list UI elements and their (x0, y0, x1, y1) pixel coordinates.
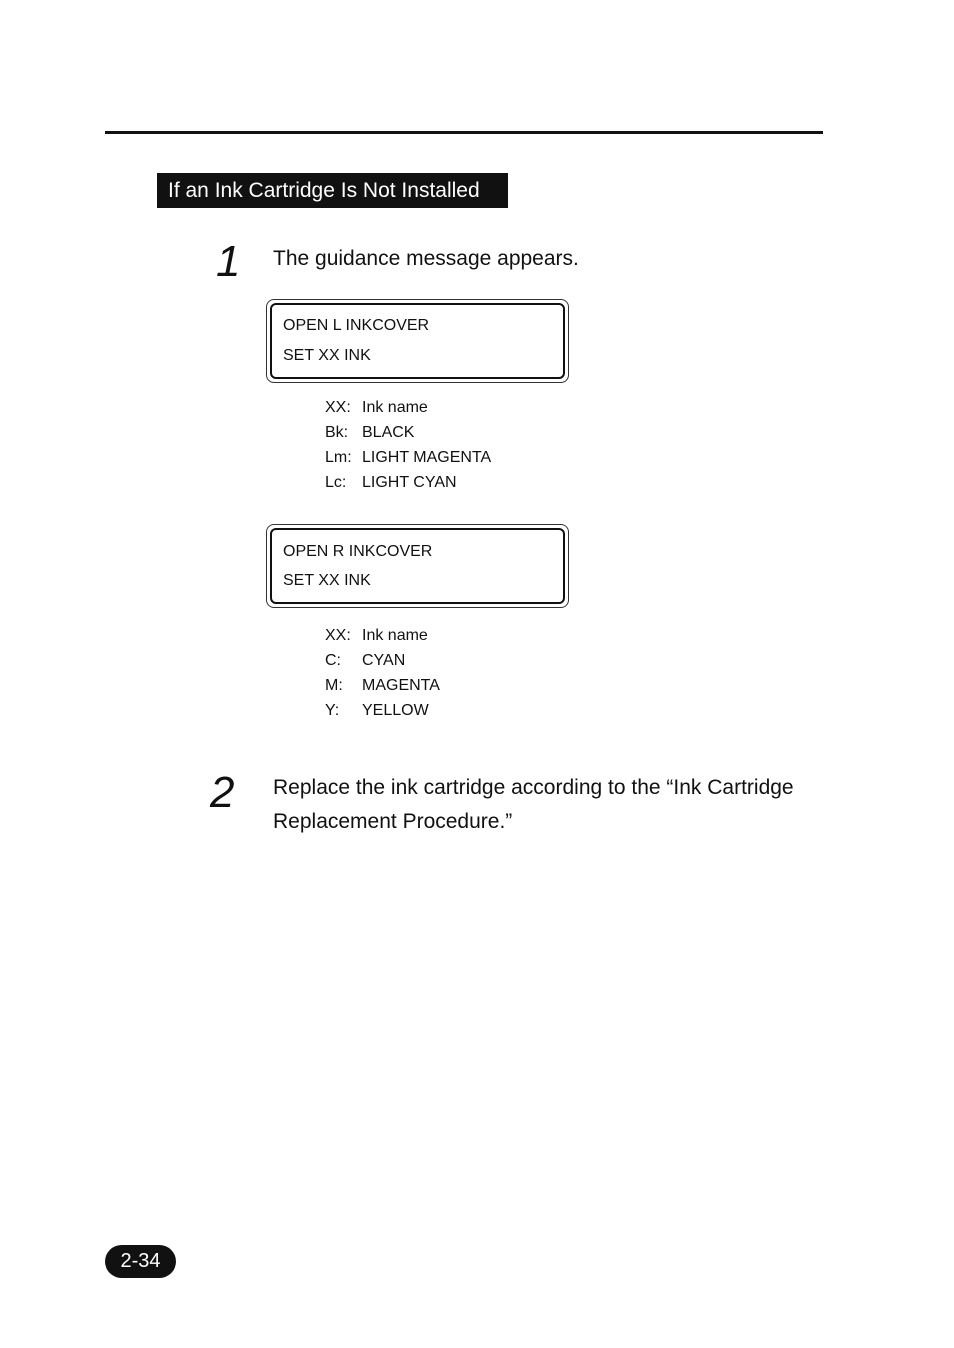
page-number-badge: 2-34 (105, 1245, 176, 1278)
lcd-line-2: SET XX INK (283, 572, 371, 589)
legend-value: Ink name (362, 627, 428, 644)
legend-value: YELLOW (362, 702, 429, 719)
step-text-2-line1: Replace the ink cartridge according to the “Ink Cartridge (273, 776, 794, 799)
step-text-1: The guidance message appears. (273, 247, 579, 270)
lcd-display-left (266, 299, 569, 383)
legend-key: C: (325, 652, 341, 669)
legend-key: XX: (325, 627, 351, 644)
step-number-2: 2 (210, 768, 235, 817)
lcd-line-1: OPEN L INKCOVER (283, 317, 430, 334)
step-number-1: 1 (216, 237, 241, 286)
legend-value: LIGHT CYAN (362, 474, 457, 491)
legend-key: Bk: (325, 424, 349, 441)
legend-value: BLACK (362, 424, 415, 441)
legend-value: CYAN (362, 652, 406, 669)
lcd-line-1: OPEN R INKCOVER (283, 543, 433, 560)
legend-key: M: (325, 677, 343, 694)
lcd-line-2: SET XX INK (283, 347, 371, 364)
legend-key: Lm: (325, 449, 352, 466)
legend-key: XX: (325, 399, 351, 416)
legend-value: MAGENTA (362, 677, 440, 694)
step-text-2-line2: Replacement Procedure.” (273, 810, 513, 833)
section-heading: If an Ink Cartridge Is Not Installed (157, 173, 508, 208)
legend-value: Ink name (362, 399, 428, 416)
top-rule (105, 131, 823, 134)
legend-value: LIGHT MAGENTA (362, 449, 492, 466)
step-text-2 (273, 771, 794, 839)
legend-key: Lc: (325, 474, 347, 491)
legend-key: Y: (325, 702, 340, 719)
lcd-display-right (266, 524, 569, 608)
